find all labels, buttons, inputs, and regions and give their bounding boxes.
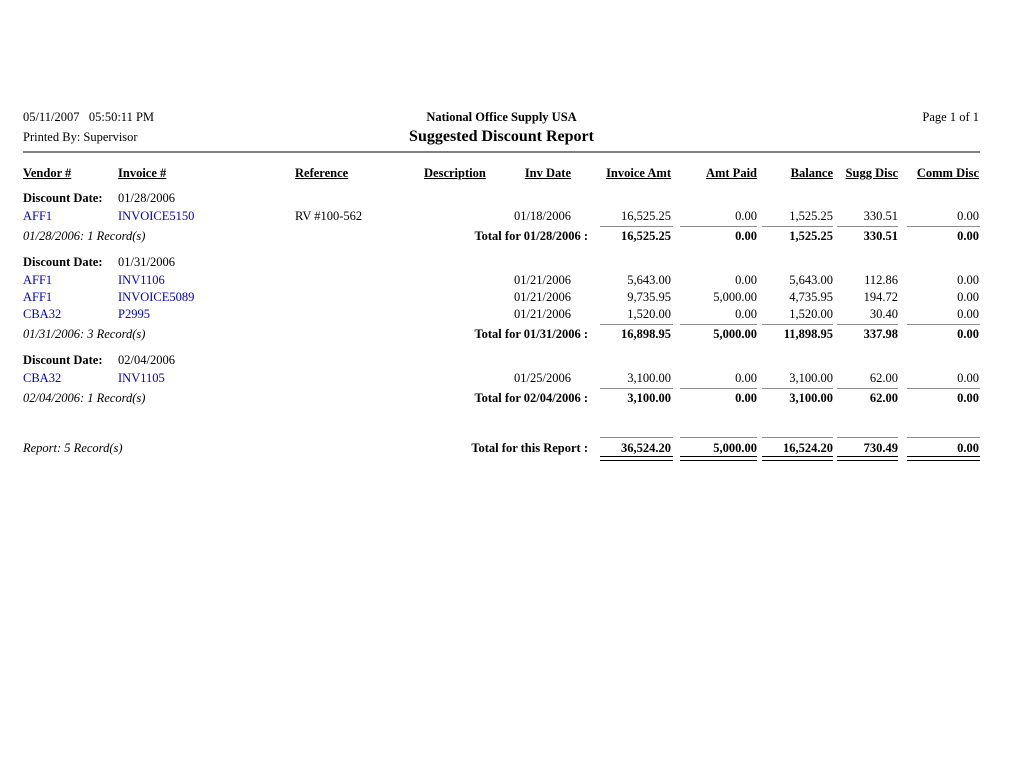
- total-rule: [600, 324, 673, 325]
- report-total-rule: [762, 437, 833, 438]
- company-name: National Office Supply USA: [426, 110, 577, 124]
- col-header-comm-disc: Comm Disc: [916, 166, 979, 180]
- group-total-label: Total for 01/28/2006 :: [474, 229, 588, 243]
- vendor-link[interactable]: AFF1: [23, 290, 53, 304]
- report-title: Suggested Discount Report: [409, 128, 594, 145]
- group-record-count: 01/28/2006: 1 Record(s): [23, 229, 146, 243]
- group-total-label: Total for 02/04/2006 :: [474, 391, 588, 405]
- invoice-amt-cell: 3,100.00: [627, 371, 671, 385]
- report-total-amt-paid: 5,000.00: [713, 441, 757, 455]
- balance-cell: 1,525.25: [789, 209, 833, 223]
- sugg-disc-cell: 330.51: [863, 209, 898, 223]
- reference-cell: RV #100-562: [295, 209, 363, 223]
- amt-paid-cell: 0.00: [735, 307, 757, 321]
- col-header-reference: Reference: [295, 166, 349, 180]
- discount-date-value: 01/31/2006: [118, 255, 175, 269]
- group-record-count: 01/31/2006: 3 Record(s): [23, 327, 146, 341]
- group-total-row: [0, 390, 1024, 407]
- group-total-balance: 3,100.00: [789, 391, 833, 405]
- report-double-rule: [837, 456, 898, 457]
- vendor-link[interactable]: CBA32: [23, 307, 62, 321]
- sugg-disc-cell: 112.86: [864, 273, 898, 287]
- group-total-sugg-disc: 62.00: [869, 391, 898, 405]
- report-total-rule: [680, 437, 757, 438]
- sugg-disc-cell: 194.72: [863, 290, 898, 304]
- sugg-disc-cell: 62.00: [869, 371, 898, 385]
- report-double-rule: [600, 460, 673, 461]
- report-datetime: 05/11/2007 05:50:11 PM: [23, 110, 155, 124]
- vendor-link[interactable]: AFF1: [23, 209, 53, 223]
- comm-disc-cell: 0.00: [957, 273, 979, 287]
- header-rule: [23, 151, 980, 153]
- comm-disc-cell: 0.00: [957, 209, 979, 223]
- report-total-balance: 16,524.20: [783, 441, 833, 455]
- amt-paid-cell: 0.00: [735, 209, 757, 223]
- total-rule: [600, 388, 673, 389]
- balance-cell: 1,520.00: [789, 307, 833, 321]
- printed-by: Printed By: Supervisor: [23, 130, 138, 144]
- group-total-amt-paid: 0.00: [735, 391, 757, 405]
- amt-paid-cell: 0.00: [735, 273, 757, 287]
- total-rule: [762, 324, 833, 325]
- total-rule: [680, 388, 757, 389]
- invoice-amt-cell: 5,643.00: [627, 273, 671, 287]
- report-total-rule: [837, 437, 898, 438]
- discount-date-value: 01/28/2006: [118, 191, 175, 205]
- comm-disc-cell: 0.00: [957, 371, 979, 385]
- report-double-rule: [907, 456, 980, 457]
- inv-date-cell: 01/18/2006: [514, 209, 571, 223]
- report-total-rule: [600, 437, 673, 438]
- total-rule: [907, 226, 980, 227]
- sugg-disc-cell: 30.40: [869, 307, 898, 321]
- group-total-row: [0, 326, 1024, 343]
- report-record-count: Report: 5 Record(s): [23, 441, 123, 455]
- invoice-link[interactable]: INVOICE5150: [118, 209, 195, 223]
- report-total-row: [0, 440, 1024, 457]
- report-total-label: Total for this Report :: [471, 441, 588, 455]
- report-double-rule: [680, 456, 757, 457]
- report-double-rule: [837, 460, 898, 461]
- invoice-amt-cell: 1,520.00: [627, 307, 671, 321]
- group-total-amt-paid: 5,000.00: [713, 327, 757, 341]
- report-double-rule: [680, 460, 757, 461]
- col-header-vendor: Vendor #: [23, 166, 72, 180]
- report-double-rule: [762, 456, 833, 457]
- balance-cell: 5,643.00: [789, 273, 833, 287]
- group-total-label: Total for 01/31/2006 :: [474, 327, 588, 341]
- inv-date-cell: 01/21/2006: [514, 273, 571, 287]
- total-rule: [907, 324, 980, 325]
- report-total-invoice-amt: 36,524.20: [621, 441, 671, 455]
- total-rule: [600, 226, 673, 227]
- vendor-link[interactable]: CBA32: [23, 371, 62, 385]
- report-total-rule: [907, 437, 980, 438]
- group-total-balance: 1,525.25: [789, 229, 833, 243]
- col-header-invoice-amt: Invoice Amt: [606, 166, 671, 180]
- report-double-rule: [907, 460, 980, 461]
- balance-cell: 4,735.95: [789, 290, 833, 304]
- table-row: [0, 289, 1024, 306]
- group-total-sugg-disc: 337.98: [863, 327, 898, 341]
- discount-date-label: Discount Date:: [23, 191, 103, 205]
- comm-disc-cell: 0.00: [957, 307, 979, 321]
- discount-date-label: Discount Date:: [23, 353, 103, 367]
- report-total-comm-disc: 0.00: [957, 441, 979, 455]
- invoice-link[interactable]: INV1106: [118, 273, 165, 287]
- col-header-invoice: Invoice #: [118, 166, 167, 180]
- table-row: [0, 306, 1024, 323]
- table-row: [0, 370, 1024, 387]
- group-total-balance: 11,898.95: [783, 327, 833, 341]
- total-rule: [680, 324, 757, 325]
- invoice-link[interactable]: INV1105: [118, 371, 165, 385]
- group-total-invoice-amt: 16,525.25: [621, 229, 671, 243]
- group-total-invoice-amt: 3,100.00: [627, 391, 671, 405]
- group-total-sugg-disc: 330.51: [863, 229, 898, 243]
- discount-date-value: 02/04/2006: [118, 353, 175, 367]
- column-header-row: [0, 165, 1024, 182]
- total-rule: [837, 388, 898, 389]
- group-record-count: 02/04/2006: 1 Record(s): [23, 391, 146, 405]
- group-total-row: [0, 228, 1024, 245]
- total-rule: [837, 226, 898, 227]
- group-header: [0, 352, 1024, 369]
- col-header-balance: Balance: [790, 166, 833, 180]
- balance-cell: 3,100.00: [789, 371, 833, 385]
- discount-date-label: Discount Date:: [23, 255, 103, 269]
- report-total-sugg-disc: 730.49: [863, 441, 898, 455]
- amt-paid-cell: 5,000.00: [713, 290, 757, 304]
- total-rule: [680, 226, 757, 227]
- group-total-amt-paid: 0.00: [735, 229, 757, 243]
- comm-disc-cell: 0.00: [957, 290, 979, 304]
- invoice-link[interactable]: P2995: [118, 307, 150, 321]
- report-double-rule: [600, 456, 673, 457]
- invoice-amt-cell: 16,525.25: [621, 209, 671, 223]
- group-header: [0, 190, 1024, 207]
- total-rule: [762, 226, 833, 227]
- group-total-comm-disc: 0.00: [957, 229, 979, 243]
- col-header-amt-paid: Amt Paid: [705, 166, 757, 180]
- amt-paid-cell: 0.00: [735, 371, 757, 385]
- table-row: [0, 208, 1024, 225]
- total-rule: [762, 388, 833, 389]
- invoice-amt-cell: 9,735.95: [627, 290, 671, 304]
- total-rule: [837, 324, 898, 325]
- group-total-comm-disc: 0.00: [957, 327, 979, 341]
- col-header-sugg-disc: Sugg Disc: [845, 166, 898, 180]
- inv-date-cell: 01/21/2006: [514, 307, 571, 321]
- page-number: Page 1 of 1: [922, 110, 979, 124]
- group-header: [0, 254, 1024, 271]
- group-total-invoice-amt: 16,898.95: [621, 327, 671, 341]
- total-rule: [907, 388, 980, 389]
- table-row: [0, 272, 1024, 289]
- group-total-comm-disc: 0.00: [957, 391, 979, 405]
- inv-date-cell: 01/21/2006: [514, 290, 571, 304]
- inv-date-cell: 01/25/2006: [514, 371, 571, 385]
- report-double-rule: [762, 460, 833, 461]
- invoice-link[interactable]: INVOICE5089: [118, 290, 195, 304]
- col-header-description: Description: [424, 166, 486, 180]
- vendor-link[interactable]: AFF1: [23, 273, 53, 287]
- col-header-inv-date: Inv Date: [524, 166, 571, 180]
